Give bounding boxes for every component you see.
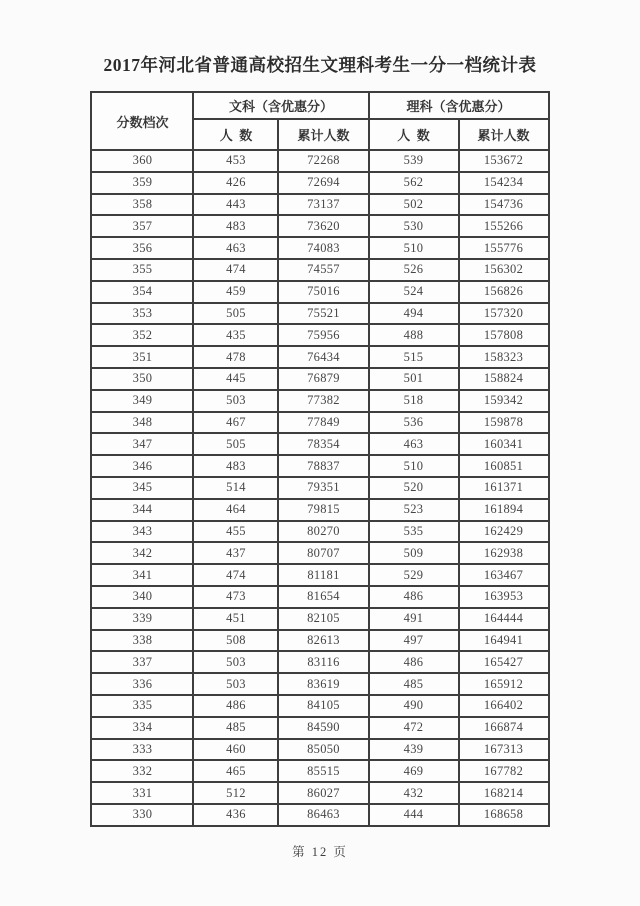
science-count-cell: 486 xyxy=(369,586,459,608)
science-count-cell: 502 xyxy=(369,194,459,216)
table-row xyxy=(91,237,548,259)
science-count-cell: 490 xyxy=(369,695,459,717)
science-count-cell: 494 xyxy=(369,303,459,325)
arts-count-cell: 508 xyxy=(193,630,278,652)
table-row xyxy=(91,150,548,172)
arts-count-cell: 474 xyxy=(193,259,278,281)
science-count-cell: 472 xyxy=(369,717,459,739)
arts-cumulative-cell: 74557 xyxy=(278,259,368,281)
score-cell: 354 xyxy=(91,281,193,303)
page-title: 2017年河北省普通高校招生文理科考生一分一档统计表 xyxy=(103,55,537,75)
arts-cumulative-cell: 80270 xyxy=(278,521,368,543)
score-cell: 352 xyxy=(91,324,193,346)
science-cumulative-cell: 156302 xyxy=(459,259,549,281)
arts-count-cell: 464 xyxy=(193,499,278,521)
science-count-cell: 526 xyxy=(369,259,459,281)
science-cumulative-cell: 156826 xyxy=(459,281,549,303)
table-row xyxy=(91,346,548,368)
arts-count-cell: 455 xyxy=(193,521,278,543)
table-row xyxy=(91,717,548,739)
arts-cumulative-cell: 83116 xyxy=(278,651,368,673)
table-row xyxy=(91,586,548,608)
science-count-cell: 518 xyxy=(369,390,459,412)
score-cell: 331 xyxy=(91,782,193,804)
score-cell: 342 xyxy=(91,542,193,564)
table-row xyxy=(91,608,548,630)
arts-count-cell: 474 xyxy=(193,564,278,586)
score-cell: 359 xyxy=(91,172,193,194)
arts-count-cell: 505 xyxy=(193,303,278,325)
arts-cumulative-cell: 82613 xyxy=(278,630,368,652)
table-row xyxy=(91,760,548,782)
arts-count-cell: 503 xyxy=(193,673,278,695)
score-cell: 333 xyxy=(91,739,193,761)
arts-count-cell: 437 xyxy=(193,542,278,564)
science-cumulative-cell: 153672 xyxy=(459,150,549,172)
score-cell: 343 xyxy=(91,521,193,543)
science-cumulative-cell: 155776 xyxy=(459,237,549,259)
science-cumulative-cell: 154736 xyxy=(459,194,549,216)
science-count-cell: 529 xyxy=(369,564,459,586)
arts-cumulative-cell: 76434 xyxy=(278,346,368,368)
arts-cumulative-cell: 73137 xyxy=(278,194,368,216)
table-row xyxy=(91,673,548,695)
score-cell: 335 xyxy=(91,695,193,717)
science-cumulative-cell: 167313 xyxy=(459,739,549,761)
score-cell: 338 xyxy=(91,630,193,652)
arts-count-cell: 483 xyxy=(193,455,278,477)
table-row xyxy=(91,303,548,325)
arts-cumulative-cell: 80707 xyxy=(278,542,368,564)
score-cell: 337 xyxy=(91,651,193,673)
page-number: 第 12 页 xyxy=(292,844,348,859)
table-row xyxy=(91,194,548,216)
arts-count-cell: 426 xyxy=(193,172,278,194)
table-row xyxy=(91,368,548,390)
arts-cumulative-cell: 73620 xyxy=(278,215,368,237)
science-cumulative-cell: 159878 xyxy=(459,412,549,434)
score-cell: 341 xyxy=(91,564,193,586)
score-cell: 349 xyxy=(91,390,193,412)
arts-cumulative-cell: 75521 xyxy=(278,303,368,325)
arts-cumulative-cell: 75956 xyxy=(278,324,368,346)
arts-cumulative-cell: 84590 xyxy=(278,717,368,739)
table-row xyxy=(91,521,548,543)
arts-cumulative-cell: 86463 xyxy=(278,804,368,826)
science-cumulative-cell: 154234 xyxy=(459,172,549,194)
arts-cumulative-cell: 77849 xyxy=(278,412,368,434)
arts-count-cell: 443 xyxy=(193,194,278,216)
arts-count-cell: 436 xyxy=(193,804,278,826)
arts-cumulative-cell: 83619 xyxy=(278,673,368,695)
arts-count-cell: 478 xyxy=(193,346,278,368)
arts-count-cell: 459 xyxy=(193,281,278,303)
science-cumulative-cell: 157320 xyxy=(459,303,549,325)
table-row xyxy=(91,324,548,346)
science-count-cell: 510 xyxy=(369,455,459,477)
score-cell: 348 xyxy=(91,412,193,434)
science-cumulative-cell: 166402 xyxy=(459,695,549,717)
arts-cumulative-cell: 81181 xyxy=(278,564,368,586)
score-cell: 347 xyxy=(91,433,193,455)
arts-cumulative-cell: 79351 xyxy=(278,477,368,499)
header-science-count: 人 数 xyxy=(369,119,459,150)
science-cumulative-cell: 163953 xyxy=(459,586,549,608)
table-row xyxy=(91,412,548,434)
science-cumulative-cell: 161371 xyxy=(459,477,549,499)
arts-cumulative-cell: 79815 xyxy=(278,499,368,521)
science-count-cell: 491 xyxy=(369,608,459,630)
arts-cumulative-cell: 82105 xyxy=(278,608,368,630)
science-count-cell: 562 xyxy=(369,172,459,194)
science-cumulative-cell: 162429 xyxy=(459,521,549,543)
science-cumulative-cell: 164444 xyxy=(459,608,549,630)
arts-cumulative-cell: 77382 xyxy=(278,390,368,412)
arts-count-cell: 473 xyxy=(193,586,278,608)
score-cell: 353 xyxy=(91,303,193,325)
science-count-cell: 530 xyxy=(369,215,459,237)
table-row xyxy=(91,215,548,237)
header-science-cumulative: 累计人数 xyxy=(459,119,549,150)
header-group-row xyxy=(91,92,548,119)
arts-count-cell: 460 xyxy=(193,739,278,761)
science-count-cell: 536 xyxy=(369,412,459,434)
arts-cumulative-cell: 86027 xyxy=(278,782,368,804)
table-header xyxy=(91,92,548,150)
science-count-cell: 515 xyxy=(369,346,459,368)
arts-cumulative-cell: 81654 xyxy=(278,586,368,608)
table-row xyxy=(91,281,548,303)
table-row xyxy=(91,695,548,717)
score-cell: 345 xyxy=(91,477,193,499)
science-cumulative-cell: 167782 xyxy=(459,760,549,782)
arts-cumulative-cell: 85050 xyxy=(278,739,368,761)
science-count-cell: 485 xyxy=(369,673,459,695)
arts-count-cell: 503 xyxy=(193,390,278,412)
table-row xyxy=(91,564,548,586)
arts-count-cell: 486 xyxy=(193,695,278,717)
table-row xyxy=(91,433,548,455)
arts-count-cell: 463 xyxy=(193,237,278,259)
table-row xyxy=(91,651,548,673)
science-cumulative-cell: 164941 xyxy=(459,630,549,652)
arts-count-cell: 451 xyxy=(193,608,278,630)
arts-count-cell: 465 xyxy=(193,760,278,782)
table-row xyxy=(91,542,548,564)
arts-cumulative-cell: 85515 xyxy=(278,760,368,782)
science-count-cell: 497 xyxy=(369,630,459,652)
science-count-cell: 510 xyxy=(369,237,459,259)
arts-cumulative-cell: 72268 xyxy=(278,150,368,172)
science-count-cell: 509 xyxy=(369,542,459,564)
science-count-cell: 524 xyxy=(369,281,459,303)
score-cell: 340 xyxy=(91,586,193,608)
science-count-cell: 432 xyxy=(369,782,459,804)
score-cell: 332 xyxy=(91,760,193,782)
science-cumulative-cell: 168214 xyxy=(459,782,549,804)
score-cell: 344 xyxy=(91,499,193,521)
table-row xyxy=(91,782,548,804)
table-row xyxy=(91,172,548,194)
score-cell: 350 xyxy=(91,368,193,390)
science-cumulative-cell: 162938 xyxy=(459,542,549,564)
science-count-cell: 501 xyxy=(369,368,459,390)
arts-cumulative-cell: 76879 xyxy=(278,368,368,390)
arts-count-cell: 485 xyxy=(193,717,278,739)
arts-count-cell: 483 xyxy=(193,215,278,237)
score-cell: 360 xyxy=(91,150,193,172)
science-count-cell: 520 xyxy=(369,477,459,499)
science-cumulative-cell: 161894 xyxy=(459,499,549,521)
header-arts-cumulative: 累计人数 xyxy=(278,119,368,150)
header-score-level: 分数档次 xyxy=(91,92,193,150)
arts-cumulative-cell: 74083 xyxy=(278,237,368,259)
table-row xyxy=(91,455,548,477)
arts-cumulative-cell: 75016 xyxy=(278,281,368,303)
score-cell: 346 xyxy=(91,455,193,477)
score-cell: 336 xyxy=(91,673,193,695)
science-cumulative-cell: 158323 xyxy=(459,346,549,368)
science-cumulative-cell: 160341 xyxy=(459,433,549,455)
score-cell: 334 xyxy=(91,717,193,739)
arts-count-cell: 453 xyxy=(193,150,278,172)
table-row xyxy=(91,259,548,281)
science-cumulative-cell: 166874 xyxy=(459,717,549,739)
science-cumulative-cell: 157808 xyxy=(459,324,549,346)
science-count-cell: 535 xyxy=(369,521,459,543)
science-cumulative-cell: 168658 xyxy=(459,804,549,826)
science-cumulative-cell: 155266 xyxy=(459,215,549,237)
science-cumulative-cell: 159342 xyxy=(459,390,549,412)
science-count-cell: 463 xyxy=(369,433,459,455)
arts-count-cell: 467 xyxy=(193,412,278,434)
score-cell: 355 xyxy=(91,259,193,281)
science-cumulative-cell: 158824 xyxy=(459,368,549,390)
science-count-cell: 523 xyxy=(369,499,459,521)
score-cell: 358 xyxy=(91,194,193,216)
header-arts-count: 人 数 xyxy=(193,119,278,150)
science-cumulative-cell: 163467 xyxy=(459,564,549,586)
score-cell: 357 xyxy=(91,215,193,237)
science-count-cell: 444 xyxy=(369,804,459,826)
arts-count-cell: 503 xyxy=(193,651,278,673)
science-count-cell: 439 xyxy=(369,739,459,761)
score-cell: 330 xyxy=(91,804,193,826)
score-cell: 339 xyxy=(91,608,193,630)
table-body xyxy=(91,150,548,826)
header-science-group: 理科（含优惠分） xyxy=(369,92,549,119)
arts-count-cell: 512 xyxy=(193,782,278,804)
table-row xyxy=(91,499,548,521)
table-row xyxy=(91,477,548,499)
table-row xyxy=(91,390,548,412)
science-count-cell: 488 xyxy=(369,324,459,346)
science-cumulative-cell: 165427 xyxy=(459,651,549,673)
science-cumulative-cell: 165912 xyxy=(459,673,549,695)
score-cell: 356 xyxy=(91,237,193,259)
score-distribution-table xyxy=(90,91,549,827)
table-row xyxy=(91,630,548,652)
score-cell: 351 xyxy=(91,346,193,368)
header-arts-group: 文科（含优惠分） xyxy=(193,92,368,119)
science-count-cell: 539 xyxy=(369,150,459,172)
arts-count-cell: 505 xyxy=(193,433,278,455)
arts-count-cell: 514 xyxy=(193,477,278,499)
arts-cumulative-cell: 72694 xyxy=(278,172,368,194)
arts-count-cell: 435 xyxy=(193,324,278,346)
table-row xyxy=(91,804,548,826)
science-cumulative-cell: 160851 xyxy=(459,455,549,477)
arts-cumulative-cell: 84105 xyxy=(278,695,368,717)
science-count-cell: 469 xyxy=(369,760,459,782)
table-row xyxy=(91,739,548,761)
science-count-cell: 486 xyxy=(369,651,459,673)
arts-cumulative-cell: 78837 xyxy=(278,455,368,477)
arts-cumulative-cell: 78354 xyxy=(278,433,368,455)
arts-count-cell: 445 xyxy=(193,368,278,390)
